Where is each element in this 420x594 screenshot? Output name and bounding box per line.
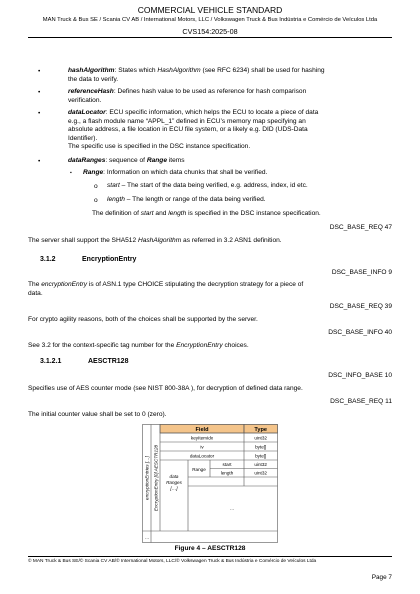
encryption-entries-vertical-label: encryptionEntries […] xyxy=(144,456,150,500)
bullet-data-ranges xyxy=(68,157,398,166)
text-italic: encryptionEntry xyxy=(41,281,88,288)
text: : sequence of xyxy=(105,157,147,164)
text: is of ASN.1 type CHOICE stipulating the decryption strategy for a piece of xyxy=(87,281,304,288)
text: See 3.2 for the context-specific tag number for the xyxy=(28,342,177,349)
term-range: Range xyxy=(146,157,167,164)
ellipsis-inner: … xyxy=(229,506,235,511)
info-id: DSC_BASE_INFO 9 xyxy=(331,269,392,276)
text: The definition of xyxy=(92,210,141,217)
term-data-locator: dataLocator xyxy=(68,109,106,116)
text: The xyxy=(28,281,42,288)
sub-bullet-dash: ▪ xyxy=(70,170,72,176)
bullet-dot: • xyxy=(38,68,41,75)
text: : Information on which data chunks that shall be verified. xyxy=(103,169,268,176)
figure-caption: Figure 4 – AESCTR128 xyxy=(174,545,246,552)
text: choices. xyxy=(222,342,249,349)
text: absolute address, a file location in ECU file system, or a likely e.g. DID (UDS-Data xyxy=(68,126,308,134)
circle-bullet: o xyxy=(94,197,98,204)
text: – The start of the data being verified, e.g. address, index, id etc. xyxy=(119,182,308,189)
requirement-id: DSC_BASE_REQ 47 xyxy=(329,224,392,231)
text: and xyxy=(153,210,169,217)
bullet-reference-hash xyxy=(68,88,398,105)
type-header: Type xyxy=(254,427,268,433)
circle-bullet: o xyxy=(94,183,98,190)
text: – The length or range of the data being verified. xyxy=(124,196,266,203)
text: : States which xyxy=(114,67,158,74)
term-hash-algorithm: hashAlgorithm xyxy=(68,67,115,74)
text-italic: EncryptionEntry xyxy=(176,342,223,349)
footer-rule xyxy=(28,556,392,557)
bullet-dot: • xyxy=(38,110,41,117)
section-title: EncryptionEntry xyxy=(82,256,137,263)
companies-line: MAN Truck & Bus SE / Scania CV AB / International Motors, LLC / Volkswagen Truck & Bus Indústria e Comércio de Veículos Ltda xyxy=(42,17,378,23)
text: (see RFC 6234) shall be used for hashing xyxy=(200,67,325,74)
text: verification. xyxy=(68,96,102,104)
text: data. xyxy=(28,289,43,297)
term-data-ranges: dataRanges xyxy=(68,157,106,164)
type-byte-array: byte[] xyxy=(255,453,267,459)
text: Identifier). xyxy=(68,134,98,142)
bullet-length xyxy=(107,196,407,205)
data-ranges-label-1: data xyxy=(169,474,179,479)
term-reference-hash: referenceHash xyxy=(68,88,114,95)
type-uint32: uint32 xyxy=(254,470,267,476)
term-length: length xyxy=(107,196,125,203)
text-italic: start xyxy=(140,210,154,217)
paragraph-initial-counter: The initial counter value shall be set to 0 (zero). xyxy=(28,411,167,418)
data-ranges-label-3: […] xyxy=(170,486,178,491)
paragraph-see-3-2 xyxy=(28,342,398,351)
page-number: Page 7 xyxy=(371,574,392,581)
field-header: Field xyxy=(195,427,209,433)
footer-copyright: © MAN Truck & Bus SE/© Scania CV AB/© International Motors, LLC/© Volkswagen Truck & Bus Indústria e Comércio de Veículos Ltda xyxy=(28,559,317,564)
start-label: start xyxy=(222,462,232,467)
text-italic: HashAlgorithm xyxy=(137,237,182,244)
bullet-hash-algorithm xyxy=(68,67,398,84)
bullet-dot: • xyxy=(38,89,41,96)
field-datalocator: dataLocator xyxy=(189,453,215,459)
section-title: AESCTR128 xyxy=(88,358,129,365)
paragraph-aes-counter: Specifies use of AES counter mode (see NIST 800-38A ), for decryption of defined data range. xyxy=(28,385,303,392)
type-byte-array: byte[] xyxy=(255,444,267,450)
bullet-start xyxy=(107,182,407,191)
text: The specific use is specified in the DSC instance specification. xyxy=(68,143,251,151)
term-start: start xyxy=(107,182,120,189)
type-uint32: uint32 xyxy=(254,435,267,441)
text: as referred in 3.2 ASN1 definition. xyxy=(181,237,282,244)
text: e.g., a flash module name “APPL_1” defined in ECU’s memory map specifying an xyxy=(68,117,306,125)
ellipsis-outer: … xyxy=(144,534,150,540)
paragraph-crypto-agility: For crypto agility reasons, both of the choices shall be supported by the server. xyxy=(28,316,258,323)
aesctr128-structure-figure xyxy=(142,424,278,544)
text-italic: HashAlgorithm xyxy=(157,67,201,74)
start-length-definition xyxy=(92,210,402,219)
text: is specified in the DSC instance specification. xyxy=(186,210,321,217)
info-id: DSC_BASE_INFO 40 xyxy=(328,329,392,336)
text: the data to verify. xyxy=(68,75,119,83)
header-rule xyxy=(28,37,392,38)
field-keyitemidx: keyItemIdx xyxy=(190,435,214,441)
field-iv: iv xyxy=(200,444,204,450)
text: items xyxy=(166,157,185,164)
info-id: DSC_INFO_BASE 10 xyxy=(328,372,392,379)
range-label: Range xyxy=(192,467,206,472)
bullet-dot: • xyxy=(38,158,41,165)
text: : ECU specific information, which helps the ECU to locate a piece of data xyxy=(105,109,319,116)
term-range-sub: Range xyxy=(83,169,104,176)
data-ranges-label-2: Ranges xyxy=(166,480,182,485)
section-number: 3.1.2.1 xyxy=(40,358,62,365)
requirement-id: DSC_BASE_REQ 39 xyxy=(329,303,392,310)
document-id: CVS154:2025-08 xyxy=(182,27,238,36)
type-uint32: uint32 xyxy=(254,462,267,467)
paragraph-sha512 xyxy=(28,237,398,246)
bullet-data-locator xyxy=(68,109,398,152)
text: : Defines hash value to be used as reference for hash comparison xyxy=(113,88,307,95)
section-number: 3.1.2 xyxy=(40,256,56,263)
requirement-id: DSC_BASE_REQ 11 xyxy=(330,398,392,405)
encryption-entry-vertical-label: EncryptionEntry [0] AESCTR128 xyxy=(153,444,159,512)
text: The server shall support the SHA512 xyxy=(28,237,138,244)
paragraph-encryption-entry xyxy=(28,281,398,298)
length-label: length xyxy=(220,470,234,476)
text-italic: length xyxy=(168,210,187,217)
standard-title: COMMERCIAL VEHICLE STANDARD xyxy=(137,5,283,15)
sub-bullet-range xyxy=(83,169,403,178)
